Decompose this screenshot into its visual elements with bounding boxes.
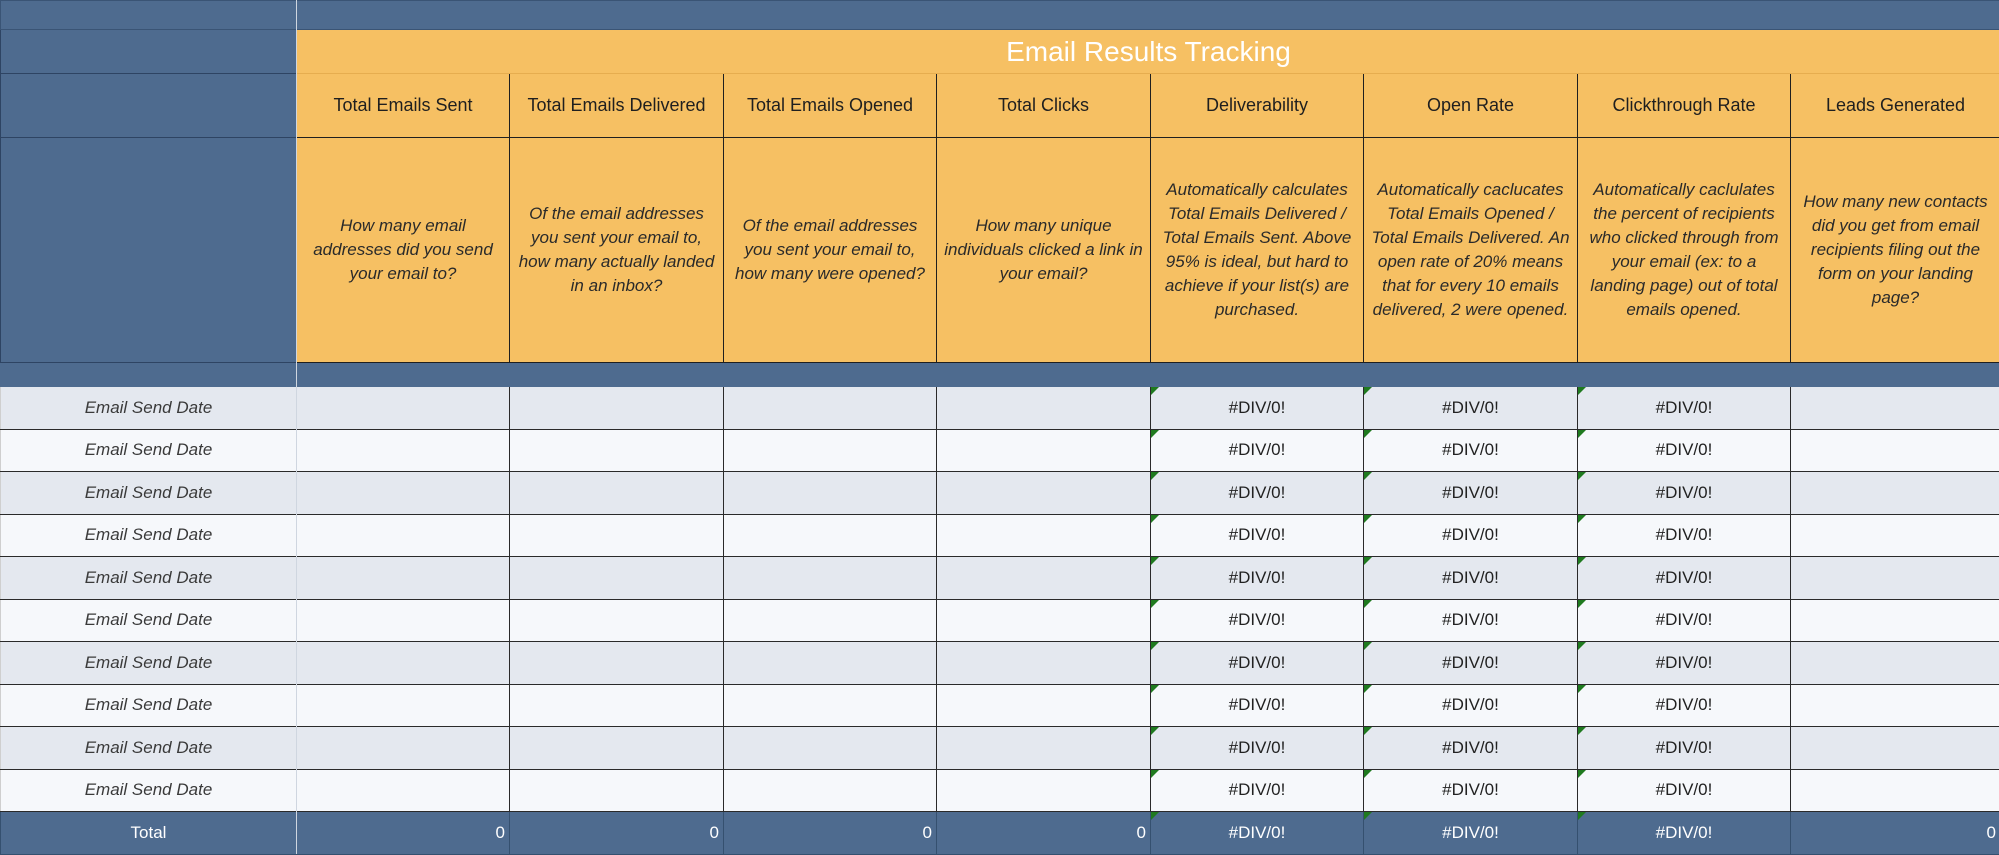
cell-open-rate[interactable]: #DIV/0! bbox=[1364, 684, 1578, 727]
cell-total-emails-opened[interactable] bbox=[724, 599, 937, 642]
cell-total-emails-sent[interactable] bbox=[297, 642, 510, 685]
total-emails-sent[interactable]: 0 bbox=[297, 812, 510, 855]
cell-open-rate[interactable]: #DIV/0! bbox=[1364, 599, 1578, 642]
top-header-bar bbox=[1, 1, 1999, 30]
table-row bbox=[1, 769, 1999, 812]
cell-clickthrough-rate[interactable]: #DIV/0! bbox=[1578, 429, 1791, 472]
row-label-email-send-date[interactable]: Email Send Date bbox=[1, 514, 297, 557]
cell-total-clicks[interactable] bbox=[937, 684, 1151, 727]
cell-total-emails-opened[interactable] bbox=[724, 727, 937, 770]
cell-clickthrough-rate[interactable]: #DIV/0! bbox=[1578, 727, 1791, 770]
cell-clickthrough-rate[interactable]: #DIV/0! bbox=[1578, 557, 1791, 600]
cell-total-emails-delivered[interactable] bbox=[510, 472, 724, 515]
row-label-email-send-date[interactable]: Email Send Date bbox=[1, 429, 297, 472]
cell-total-emails-opened[interactable] bbox=[724, 769, 937, 812]
cell-open-rate[interactable]: #DIV/0! bbox=[1364, 769, 1578, 812]
table-row bbox=[1, 684, 1999, 727]
cell-total-emails-opened[interactable] bbox=[724, 429, 937, 472]
table-row bbox=[1, 387, 1999, 430]
cell-total-emails-delivered[interactable] bbox=[510, 557, 724, 600]
cell-total-emails-opened[interactable] bbox=[724, 557, 937, 600]
row-label-email-send-date[interactable]: Email Send Date bbox=[1, 769, 297, 812]
cell-clickthrough-rate[interactable]: #DIV/0! bbox=[1578, 387, 1791, 430]
cell-total-emails-delivered[interactable] bbox=[510, 387, 724, 430]
side-cell[interactable] bbox=[1, 74, 297, 138]
column-header-row bbox=[1, 74, 1999, 138]
cell-total-emails-opened[interactable] bbox=[724, 514, 937, 557]
cell-clickthrough-rate[interactable]: #DIV/0! bbox=[1578, 684, 1791, 727]
corner-cell bbox=[1, 1, 297, 30]
col-header-leads-generated[interactable]: Leads Generated bbox=[1791, 74, 1999, 138]
cell-total-clicks[interactable] bbox=[937, 557, 1151, 600]
cell-total-emails-delivered[interactable] bbox=[510, 642, 724, 685]
cell-deliverability[interactable]: #DIV/0! bbox=[1151, 727, 1364, 770]
cell-total-clicks[interactable] bbox=[937, 387, 1151, 430]
cell-clickthrough-rate[interactable]: #DIV/0! bbox=[1578, 769, 1791, 812]
cell-deliverability[interactable]: #DIV/0! bbox=[1151, 387, 1364, 430]
cell-leads-generated[interactable] bbox=[1791, 727, 1999, 770]
cell-clickthrough-rate[interactable]: #DIV/0! bbox=[1578, 514, 1791, 557]
col-header-clickthrough-rate[interactable]: Clickthrough Rate bbox=[1578, 74, 1791, 138]
cell-total-emails-sent[interactable] bbox=[297, 387, 510, 430]
frozen-column-divider bbox=[296, 0, 297, 854]
cell-total-clicks[interactable] bbox=[937, 472, 1151, 515]
cell-leads-generated[interactable] bbox=[1791, 684, 1999, 727]
col-header-total-clicks[interactable]: Total Clicks bbox=[937, 74, 1151, 138]
cell-total-clicks[interactable] bbox=[937, 599, 1151, 642]
col-header-deliverability[interactable]: Deliverability bbox=[1151, 74, 1364, 138]
cell-total-emails-delivered[interactable] bbox=[510, 684, 724, 727]
sheet-title[interactable]: Email Results Tracking bbox=[297, 30, 1999, 74]
cell-clickthrough-rate[interactable]: #DIV/0! bbox=[1578, 472, 1791, 515]
cell-leads-generated[interactable] bbox=[1791, 387, 1999, 430]
cell-open-rate[interactable]: #DIV/0! bbox=[1364, 387, 1578, 430]
col-header-total-emails-delivered[interactable]: Total Emails Delivered bbox=[510, 74, 724, 138]
total-clicks[interactable]: 0 bbox=[937, 812, 1151, 855]
cell-open-rate[interactable]: #DIV/0! bbox=[1364, 472, 1578, 515]
cell-leads-generated[interactable] bbox=[1791, 514, 1999, 557]
cell-deliverability[interactable]: #DIV/0! bbox=[1151, 684, 1364, 727]
desc-total-emails-sent[interactable]: How many email addresses did you send your email to? bbox=[297, 138, 510, 363]
cell-total-emails-delivered[interactable] bbox=[510, 429, 724, 472]
col-header-total-emails-sent[interactable]: Total Emails Sent bbox=[297, 74, 510, 138]
cell-deliverability[interactable]: #DIV/0! bbox=[1151, 599, 1364, 642]
cell-total-emails-sent[interactable] bbox=[297, 684, 510, 727]
cell-total-emails-sent[interactable] bbox=[297, 599, 510, 642]
cell-deliverability[interactable]: #DIV/0! bbox=[1151, 642, 1364, 685]
cell-leads-generated[interactable] bbox=[1791, 472, 1999, 515]
total-clickthrough-rate[interactable]: #DIV/0! bbox=[1578, 812, 1791, 855]
cell-deliverability[interactable]: #DIV/0! bbox=[1151, 557, 1364, 600]
table-row bbox=[1, 472, 1999, 515]
desc-total-emails-delivered[interactable]: Of the email addresses you sent your email to, how many actually landed in an inbox? bbox=[510, 138, 724, 363]
desc-deliverability[interactable]: Automatically calculates Total Emails Delivered / Total Emails Sent. Above 95% is ideal, but hard to achieve if your list(s) are purchased. bbox=[1151, 138, 1364, 363]
cell-total-clicks[interactable] bbox=[937, 642, 1151, 685]
cell-total-clicks[interactable] bbox=[937, 727, 1151, 770]
cell-open-rate[interactable]: #DIV/0! bbox=[1364, 557, 1578, 600]
cell-leads-generated[interactable] bbox=[1791, 557, 1999, 600]
total-label[interactable]: Total bbox=[1, 812, 297, 855]
col-header-open-rate[interactable]: Open Rate bbox=[1364, 74, 1578, 138]
table-row bbox=[1, 642, 1999, 685]
cell-total-emails-delivered[interactable] bbox=[510, 727, 724, 770]
row-label-email-send-date[interactable]: Email Send Date bbox=[1, 727, 297, 770]
cell-total-emails-sent[interactable] bbox=[297, 472, 510, 515]
row-label-email-send-date[interactable]: Email Send Date bbox=[1, 642, 297, 685]
table-row bbox=[1, 557, 1999, 600]
cell-total-clicks[interactable] bbox=[937, 514, 1151, 557]
total-emails-delivered[interactable]: 0 bbox=[510, 812, 724, 855]
cell-leads-generated[interactable] bbox=[1791, 429, 1999, 472]
table-row bbox=[1, 429, 1999, 472]
row-label-email-send-date[interactable]: Email Send Date bbox=[1, 472, 297, 515]
cell-total-emails-sent[interactable] bbox=[297, 429, 510, 472]
total-open-rate[interactable]: #DIV/0! bbox=[1364, 812, 1578, 855]
cell-total-emails-sent[interactable] bbox=[297, 557, 510, 600]
row-label-email-send-date[interactable]: Email Send Date bbox=[1, 599, 297, 642]
col-header-total-emails-opened[interactable]: Total Emails Opened bbox=[724, 74, 937, 138]
cell-total-emails-delivered[interactable] bbox=[510, 599, 724, 642]
cell-total-clicks[interactable] bbox=[937, 769, 1151, 812]
cell-total-emails-sent[interactable] bbox=[297, 727, 510, 770]
cell-leads-generated[interactable] bbox=[1791, 769, 1999, 812]
cell-leads-generated[interactable] bbox=[1791, 599, 1999, 642]
cell-deliverability[interactable]: #DIV/0! bbox=[1151, 769, 1364, 812]
table-row bbox=[1, 599, 1999, 642]
total-deliverability[interactable]: #DIV/0! bbox=[1151, 812, 1364, 855]
cell-leads-generated[interactable] bbox=[1791, 642, 1999, 685]
total-leads-generated[interactable]: 0 bbox=[1791, 812, 1999, 855]
cell-total-emails-sent[interactable] bbox=[297, 769, 510, 812]
cell-total-emails-opened[interactable] bbox=[724, 472, 937, 515]
cell-total-emails-opened[interactable] bbox=[724, 387, 937, 430]
separator-cell bbox=[1, 363, 1999, 387]
row-label-email-send-date[interactable]: Email Send Date bbox=[1, 684, 297, 727]
cell-deliverability[interactable]: #DIV/0! bbox=[1151, 429, 1364, 472]
table-row bbox=[1, 727, 1999, 770]
cell-deliverability[interactable]: #DIV/0! bbox=[1151, 472, 1364, 515]
desc-total-clicks[interactable]: How many unique individuals clicked a link in your email? bbox=[937, 138, 1151, 363]
desc-leads-generated[interactable]: How many new contacts did you get from email recipients filing out the form on your landing page? bbox=[1791, 138, 1999, 363]
total-emails-opened[interactable]: 0 bbox=[724, 812, 937, 855]
cell-open-rate[interactable]: #DIV/0! bbox=[1364, 727, 1578, 770]
desc-open-rate[interactable]: Automatically caclucates Total Emails Opened / Total Emails Delivered. An open rate of 20% means that for every 10 emails delivered, 2 were opened. bbox=[1364, 138, 1578, 363]
side-cell[interactable] bbox=[1, 138, 297, 363]
cell-total-clicks[interactable] bbox=[937, 429, 1151, 472]
cell-open-rate[interactable]: #DIV/0! bbox=[1364, 429, 1578, 472]
desc-clickthrough-rate[interactable]: Automatically caclulates the percent of recipients who clicked through from your email (ex: to a landing page) out of total emails opened. bbox=[1578, 138, 1791, 363]
cell-total-emails-delivered[interactable] bbox=[510, 769, 724, 812]
cell-deliverability[interactable]: #DIV/0! bbox=[1151, 514, 1364, 557]
cell-open-rate[interactable]: #DIV/0! bbox=[1364, 514, 1578, 557]
separator-row bbox=[1, 363, 1999, 387]
row-label-email-send-date[interactable]: Email Send Date bbox=[1, 557, 297, 600]
row-label-email-send-date[interactable]: Email Send Date bbox=[1, 387, 297, 430]
table-row bbox=[1, 514, 1999, 557]
cell-total-emails-sent[interactable] bbox=[297, 514, 510, 557]
cell-clickthrough-rate[interactable]: #DIV/0! bbox=[1578, 642, 1791, 685]
side-cell[interactable] bbox=[1, 30, 297, 74]
cell-total-emails-opened[interactable] bbox=[724, 684, 937, 727]
cell-clickthrough-rate[interactable]: #DIV/0! bbox=[1578, 599, 1791, 642]
cell-total-emails-opened[interactable] bbox=[724, 642, 937, 685]
total-row bbox=[1, 812, 1999, 855]
cell-open-rate[interactable]: #DIV/0! bbox=[1364, 642, 1578, 685]
description-row bbox=[1, 138, 1999, 363]
top-bar-cell bbox=[297, 1, 1999, 30]
cell-total-emails-delivered[interactable] bbox=[510, 514, 724, 557]
desc-total-emails-opened[interactable]: Of the email addresses you sent your email to, how many were opened? bbox=[724, 138, 937, 363]
